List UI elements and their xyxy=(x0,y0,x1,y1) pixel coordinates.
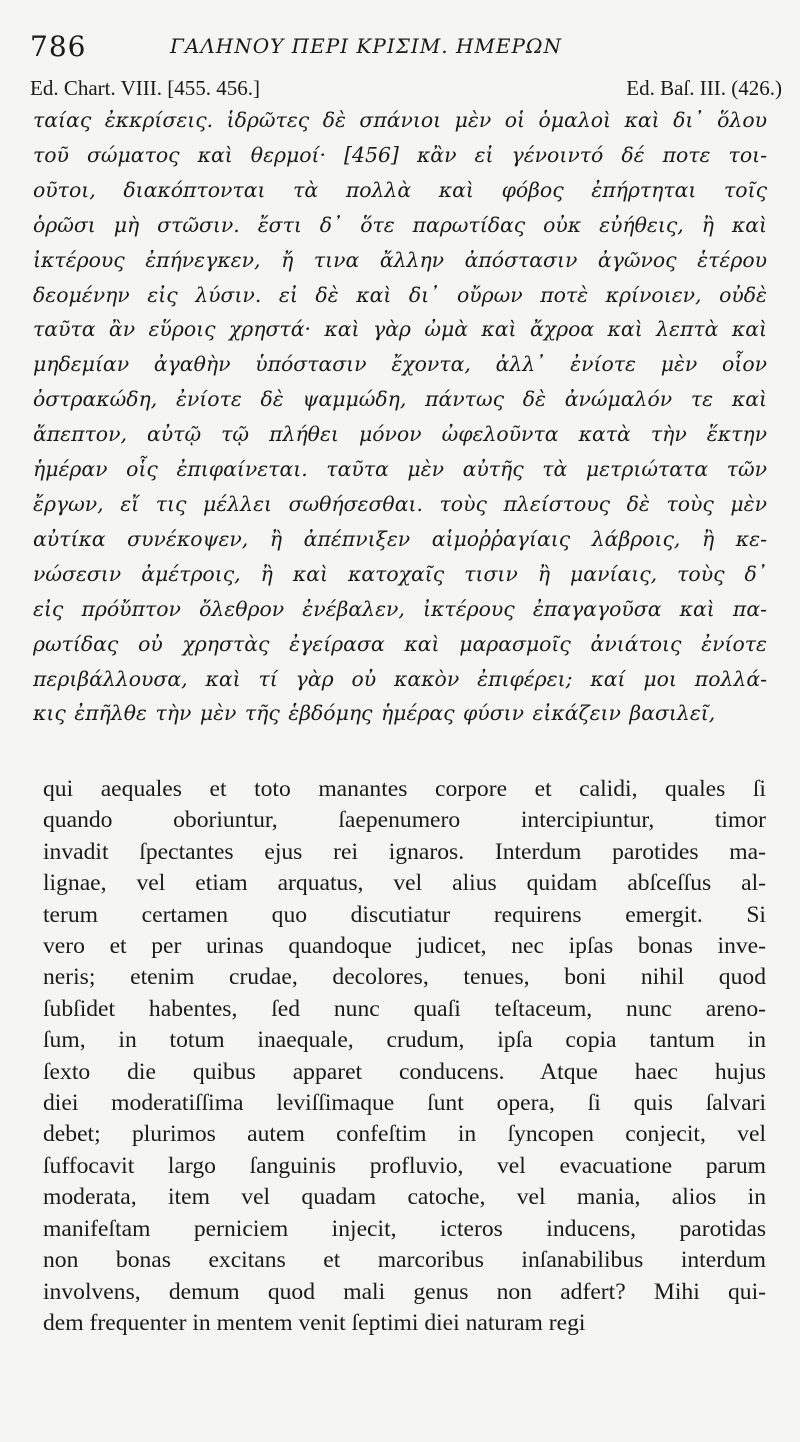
latin-text-line: ſexto die quibus apparet conducens. Atque haec hujus xyxy=(43,1058,766,1085)
greek-text-line: εἰς πρόὔπτον ὄλεθρον ἐνέβαλεν, ἰκτέρους ἐπαγαγοῦσα καὶ πα- xyxy=(33,596,767,621)
edition-basel-reference: Ed. Baſ. III. (426.) xyxy=(626,76,782,100)
latin-text-line: non bonas excitans et marcoribus inſanabilibus interdum xyxy=(43,1247,766,1274)
latin-text-line: ſubſidet habentes, ſed nunc quaſi teſtaceum, nunc areno- xyxy=(43,995,766,1022)
greek-text-line: ἔργων, εἴ τις μέλλει σωθήσεσθαι. τοὺς πλείστους δὲ τοὺς μὲν xyxy=(33,491,767,516)
greek-text-line: οῦτοι, διακόπτονται τὰ πολλὰ καὶ φόβος ἐπήρτηται τοῖς xyxy=(33,177,767,202)
page-header xyxy=(30,30,770,72)
greek-text-line: δεομένην εἰς λύσιν. εἰ δὲ καὶ δι᾽ οὔρων ποτὲ κρίνοιεν, οὐδὲ xyxy=(33,282,767,307)
latin-text-block xyxy=(43,774,766,1339)
greek-text-line: ἡμέραν οἷς ἐπιφαίνεται. ταῦτα μὲν αὐτῆς τὰ μετριώτατα τῶν xyxy=(33,457,767,482)
latin-text-line: vero et per urinas quandoque judicet, nec ipſas bonas inve- xyxy=(43,933,766,960)
edition-reference-line xyxy=(30,76,782,106)
greek-text-line: ἰκτέρους ἐπήνεγκεν, ἤ τινα ἄλλην ἀπόστασιν ἀγῶνος ἑτέρου xyxy=(33,247,767,272)
greek-text-line: μηδεμίαν ἀγαθὴν ὑπόστασιν ἔχοντα, ἀλλ᾽ ἐνίοτε μὲν οἷον xyxy=(33,352,767,377)
latin-text-line: diei moderatiſſima leviſſimaque ſunt opera, ſi quis ſalvari xyxy=(43,1090,766,1117)
greek-text-line: ὀστρακώδη, ἐνίοτε δὲ ψαμμώδη, πάντως δὲ ἀνώμαλόν τε καὶ xyxy=(33,387,767,412)
latin-text-line: dem frequenter in mentem venit ſeptimi diei naturam regi xyxy=(43,1309,586,1336)
greek-text-line: ταίας ἐκκρίσεις. ἱδρῶτες δὲ σπάνιοι μὲν οἱ ὁμαλοὶ καὶ δι᾽ ὅλου xyxy=(33,108,767,132)
latin-text-line: debet; plurimos autem confeſtim in ſyncopen conjecit, vel xyxy=(43,1121,766,1148)
latin-text-line: involvens, demum quod mali genus non adfert? Mihi qui- xyxy=(43,1278,766,1305)
latin-text-line: lignae, vel etiam arquatus, vel alius quidam abſceſſus al- xyxy=(43,870,766,897)
latin-text-line: invadit ſpectantes ejus rei ignaros. Interdum parotides ma- xyxy=(43,838,766,865)
latin-text-line: quando oboriuntur, ſaepenumero intercipiuntur, timor xyxy=(43,807,766,834)
greek-text-line: αὐτίκα συνέκοψεν, ἢ ἀπέπνιξεν αἱμοῤῥαγίαις λάβροις, ἢ κε- xyxy=(33,526,767,551)
greek-text-line: νώσεσιν ἀμέτροις, ἢ καὶ κατοχαῖς τισιν ἢ μανίαις, τοὺς δ᾽ xyxy=(33,561,767,586)
greek-text-block xyxy=(33,103,767,731)
edition-chart-reference: Ed. Chart. VIII. [455. 456.] xyxy=(30,76,260,100)
greek-text-line: ταῦτα ἂν εὕροις χρηστά· καὶ γὰρ ὠμὰ καὶ ἄχροα καὶ λεπτὰ καὶ xyxy=(33,317,767,342)
greek-text-line: κις ἐπῆλθε τὴν μὲν τῆς ἑβδόμης ἡμέρας φύσιν εἰκάζειν βασιλεῖ, xyxy=(33,701,716,726)
latin-text-line: terum certamen quo discutiatur requirens emergit. Si xyxy=(43,901,766,928)
latin-text-line: manifeſtam perniciem injecit, icteros inducens, parotidas xyxy=(43,1215,766,1242)
greek-text-line: τοῦ σώματος καὶ θερμοί· [456] κἂν εἰ γένοιντό δέ ποτε τοι- xyxy=(33,142,767,167)
running-title: ΓΑΛΗΝΟΥ ΠΕΡΙ ΚΡΙΣΙΜ. ΗΜΕΡΩΝ xyxy=(170,34,563,58)
page-number: 786 xyxy=(30,30,87,63)
greek-text-line: περιβάλλουσα, καὶ τί γὰρ οὐ κακὸν ἐπιφέρει; καί μοι πολλά- xyxy=(33,666,767,691)
greek-text-line: ἄπεπτον, αὐτῷ τῷ πλήθει μόνον ὠφελοῦντα κατὰ τὴν ἕκτην xyxy=(33,422,767,447)
latin-text-line: neris; etenim crudae, decolores, tenues, boni nihil quod xyxy=(43,964,766,991)
latin-text-line: ſum, in totum inaequale, crudum, ipſa copia tantum in xyxy=(43,1027,766,1054)
latin-text-line: ſuffocavit largo ſanguinis profluvio, vel evacuatione parum xyxy=(43,1152,766,1179)
greek-text-line: ὁρῶσι μὴ στῶσιν. ἔστι δ᾽ ὅτε παρωτίδας οὐκ εὐήθεις, ἢ καὶ xyxy=(33,212,767,237)
latin-text-line: moderata, item vel quadam catoche, vel mania, alios in xyxy=(43,1184,766,1211)
latin-text-line: qui aequales et toto manantes corpore et calidi, quales ſi xyxy=(43,776,766,802)
greek-text-line: ρωτίδας οὐ χρηστὰς ἐγείρασα καὶ μαρασμοῖς ἀνιάτοις ἐνίοτε xyxy=(33,631,767,656)
